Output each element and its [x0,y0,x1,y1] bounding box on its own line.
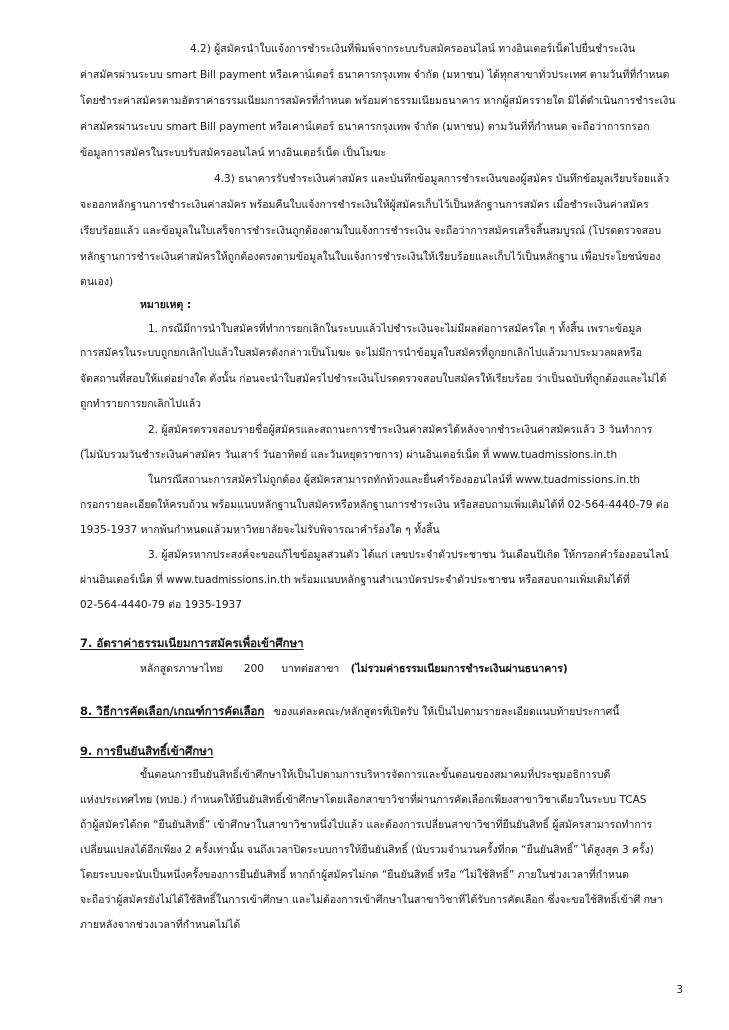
note-2-line-4: กรอกรายละเอียดให้ครบถ้วน พร้อมแนบหลักฐานใบสมัครหรือหลักฐานการชำระเงิน หรือสอบถามเพิ่มเติมได้ที่ 02-564-4440-79 ต่อ [80,499,669,511]
para-4-2-line-3: โดยชำระค่าสมัครตามอัตราค่าธรรมเนียมการสมัครที่กำหนด พร้อมค่าธรรมเนียมธนาคาร หากผู้สมัครรายใด มิได้ดำเนินการชำระเงิน [80,95,676,107]
section-9-title: 9. การยืนยันสิทธิ์เข้าศึกษา [80,744,214,758]
para-4-2-line-2: ค่าสมัครผ่านระบบ smart Bill payment หรือเคาน์เตอร์ ธนาคารกรุงเทพ จำกัด (มหาชน) ได้ทุกสาขาทั่วประเทศ ตามวันที่ที่กำหนด [80,69,670,81]
note-3-line-3: 02-564-4440-79 ต่อ 1935-1937 [80,599,242,611]
section-9-line-5: โดยระบบจะนับเป็นหนึ่งครั้งของการยืนยันสิทธิ์ หากถ้าผู้สมัครไม่กด “ยืนยันสิทธิ์ หรือ “ไม่ใช้สิทธิ์” ภายในช่วงเวลาที่กำหนด [80,869,629,881]
note-2-line-5: 1935-1937 หากพ้นกำหนดแล้วมหาวิทยาลัยจะไม่รับพิจารณาคำร้องใด ๆ ทั้งสิ้น [80,524,440,536]
fee-unit: บาทต่อสาขา [281,663,340,675]
section-8-title: 8. วิธีการคัดเลือก/เกณฑ์การคัดเลือก [80,704,265,718]
note-1-line-3: จัดสถานที่สอบให้แต่อย่างใด ดังนั้น ก่อนจะนำใบสมัครไปชำระเงินโปรดตรวจสอบใบสมัครให้เรียบร้อย ว่าเป็นฉบับที่ถูกต้องและไม่ได้ [80,373,667,385]
note-2-line-2: (ไม่นับรวมวันชำระเงินค่าสมัคร วันเสาร์ วันอาทิตย์ และวันหยุดราชการ) ผ่านอินเตอร์เน็ต ที่ www.tuadmissions.in.th [80,449,618,461]
para-4-3-line-3: เรียบร้อยแล้ว และข้อมูลในใบเสร็จการชำระเงินถูกต้องตามใบแจ้งการชำระเงิน จะถือว่าการสมัครเสร็จสิ้นสมบูรณ์ (โปรดตรวจสอบ [80,225,662,237]
para-4-3-line-5: ตนเอง) [80,276,114,288]
section-9-line-7: ภายหลังจากช่วงเวลาที่กำหนดไม่ได้ [80,919,241,931]
para-4-2-line-5: ข้อมูลการสมัครในระบบรับสมัครออนไลน์ ทางอินเตอร์เน็ต เป็นโมฆะ [80,147,387,159]
note-2-line-1: 2. ผู้สมัครตรวจสอบรายชื่อผู้สมัครและสถานะการชำระเงินค่าสมัครได้หลังจากชำระเงินค่าสมัครแล้ว 3 วันทำการ [148,424,653,436]
note-1-line-4: ถูกทำรายการยกเลิกไปแล้ว [80,398,202,410]
para-4-2-line-4: ค่าสมัครผ่านระบบ smart Bill payment หรือเคาน์เตอร์ ธนาคารกรุงเทพ จำกัด (มหาชน) ตามวันที่ที่กำหนด จะถือว่าการกรอก [80,121,650,133]
section-9-line-4: เปลี่ยนแปลงได้อีกเพียง 2 ครั้งเท่านั้น จนถึงเวลาปิดระบบการให้ยืนยันสิทธิ์ (นับรวมจำนวนครั้งที่กด “ยืนยันสิทธิ์” ได้สูงสุด 3 ครั้ง) [80,844,654,856]
note-2-line-3: ในกรณีสถานะการสมัครไม่ถูกต้อง ผู้สมัครสามารถทักท้วงและยื่นคำร้องออนไลน์ที่ www.tuadmissions.in.th [148,474,641,486]
fee-remark: (ไม่รวมค่าธรรมเนียมการชำระเงินผ่านธนาคาร) [350,663,568,675]
note-1-line-1: 1. กรณีมีการนำใบสมัครที่ทำการยกเลิกในระบบแล้วไปชำระเงินจะไม่มีผลต่อการสมัครใด ๆ ทั้งสิ้น เพราะข้อมูล [148,323,642,335]
note-heading: หมายเหตุ : [140,299,192,311]
section-8-row [80,704,619,719]
section-8-text: ของแต่ละคณะ/หลักสูตรที่เปิดรับ ให้เป็นไปตามรายละเอียดแนบท้ายประกาศนี้ [273,706,620,718]
note-3-line-1: 3. ผู้สมัครหากประสงค์จะขอแก้ไขข้อมูลส่วนตัว ได้แก่ เลขประจำตัวประชาชน วันเดือนปีเกิด ให้กรอกคำร้องออนไลน์ [148,549,669,561]
note-1-line-2: การสมัครในระบบถูกยกเลิกไปแล้วใบสมัครดังกล่าวเป็นโมฆะ จะไม่มีการนำข้อมูลใบสมัครที่ถูกยกเลิกไปแล้วมาประมวลผลหรือ [80,347,643,359]
section-7-fee-row [140,662,568,676]
section-9-line-1: ขั้นตอนการยืนยันสิทธิ์เข้าศึกษาให้เป็นไปตามการบริหารจัดการและขั้นตอนของสมาคมที่ประชุมอธิการบดี [140,769,611,781]
para-4-2-line-1: 4.2) ผู้สมัครนำใบแจ้งการชำระเงินที่พิมพ์จากระบบรับสมัครออนไลน์ ทางอินเตอร์เน็ตไปยื่นชำระเงิน [190,43,636,55]
para-4-3-line-1: 4.3) ธนาคารรับชำระเงินค่าสมัคร และบันทึกข้อมูลการชำระเงินของผู้สมัคร บันทึกข้อมูลเรียบร้อยแล้ว [214,173,670,185]
section-9-line-2: แห่งประเทศไทย (ทปอ.) กำหนดให้ยืนยันสิทธิ์เข้าศึกษาโดยเลือกสาขาวิชาที่ผ่านการคัดเลือกเพียงสาขาวิชาเดียวในระบบ TCAS [80,794,647,806]
note-3-line-2: ผ่านอินเตอร์เน็ต ที่ www.tuadmissions.in.th พร้อมแนบหลักฐานสำเนาบัตรประจำตัวประชาชน หรือสอบถามเพิ่มเติมได้ที่ [80,574,630,586]
page-number: 3 [676,984,683,996]
section-7-title: 7. อัตราค่าธรรมเนียมการสมัครเพื่อเข้าศึกษา [80,636,304,650]
section-9-line-3: ถ้าผู้สมัครได้กด “ยืนยันสิทธิ์” เข้าศึกษาในสาขาวิชาหนึ่งไปแล้ว และต้องการเปลี่ยนสาขาวิชาที่ยืนยันสิทธิ์ ผู้สมัครสามารถทำการ [80,819,653,831]
para-4-3-line-2: จะออกหลักฐานการชำระเงินค่าสมัคร พร้อมคืนใบแจ้งการชำระเงินให้ผู้สมัครเก็บไว้เป็นหลักฐานการสมัคร เมื่อชำระเงินค่าสมัคร [80,199,649,211]
para-4-3-line-4: หลักฐานการชำระเงินค่าสมัครให้ถูกต้องตรงตามข้อมูลในใบแจ้งการชำระเงินให้เรียบร้อยและเก็บไว้เป็นหลักฐาน เพื่อประโยชน์ของ [80,251,661,263]
fee-program: หลักสูตรภาษาไทย [140,663,223,675]
section-9-line-6: จะถือว่าผู้สมัครยังไม่ได้ใช้สิทธิ์ในการเข้าศึกษา และไม่ต้องการเข้าศึกษาในสาขาวิชาที่ได้รับการคัดเลือก ซึ่งจะขอใช้สิทธิ์เข้าศึ กษา [80,894,663,906]
fee-amount: 200 [243,663,264,675]
